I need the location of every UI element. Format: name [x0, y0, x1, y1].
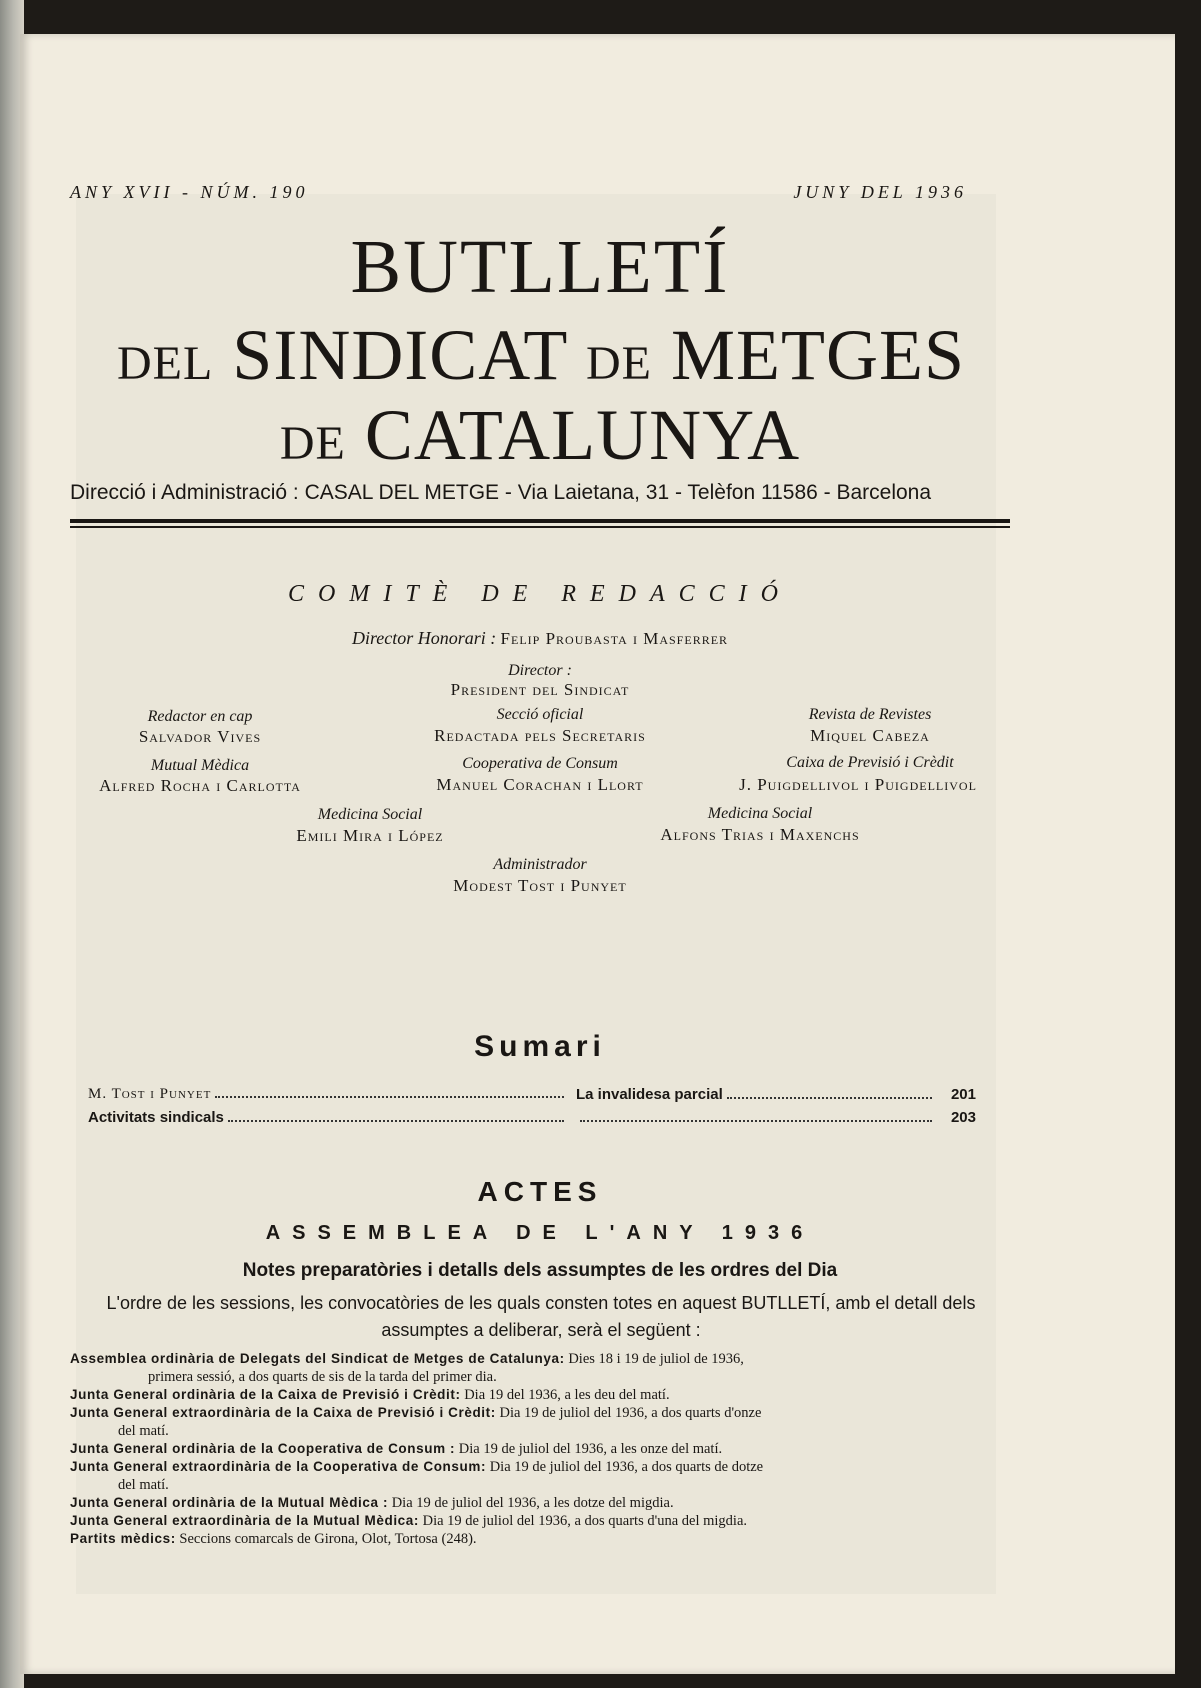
title-word-de-2: DE [279, 417, 346, 470]
sumari-page-number: 203 [950, 1109, 976, 1126]
title-line-1: BUTLLETÍ [350, 225, 730, 309]
medsocial2-label: Medicina Social [707, 805, 813, 822]
title-word-de: DE [586, 337, 652, 390]
medsocial1-name: Emili Mira i López [296, 826, 444, 845]
session-item: Junta General extraordinària de la Caixa de Previsió i Crèdit: Dia 19 de juliol del 1936, a dos quarts d'onze [70, 1405, 762, 1421]
sumari-entry-label: M. Tost i Punyet [88, 1086, 212, 1102]
title-word-metges: METGES [671, 315, 965, 395]
session-item: Junta General extraordinària de la Mutual Mèdica: Dia 19 de juliol del 1936, a dos quarts d'una del migdia. [70, 1513, 747, 1529]
director-honorari-label: Director Honorari : [351, 628, 497, 648]
sumari-entry-label: La invalidesa parcial [576, 1086, 723, 1103]
director-name: President del Sindicat [450, 680, 630, 699]
comite-heading: COMITÈ DE REDACCIÓ [288, 581, 792, 607]
address-line: Direcció i Administració : CASAL DEL METGE - Via Laietana, 31 - Telèfon 11586 - Barcelona [70, 481, 932, 504]
leader-dots [228, 1120, 564, 1122]
director-label: Director : [508, 662, 572, 679]
title-word-del: DEL [116, 337, 214, 390]
sumari-heading: Sumari [474, 1030, 606, 1063]
title-line-3 [20, 394, 1060, 477]
issue-date: JUNY DEL 1936 [793, 182, 967, 202]
session-item: Junta General ordinària de la Caixa de Previsió i Crèdit: Dia 19 del 1936, a les deu del matí. [70, 1387, 670, 1403]
session-item: Junta General ordinària de la Cooperativa de Consum : Dia 19 de juliol del 1936, a les onze del matí. [70, 1441, 723, 1457]
issue-number: ANY XVII - NÚM. 190 [70, 182, 309, 202]
cooperativa-name: Manuel Corachan i Llort [436, 775, 644, 794]
assemblea-heading: ASSEMBLEA DE L'ANY 1936 [265, 1222, 815, 1244]
redactor-label: Redactor en cap [147, 708, 253, 725]
mutual-label: Mutual Mèdica [150, 757, 250, 774]
sumari-entry-right-2 [576, 1109, 976, 1126]
page-sheet [20, 34, 1175, 1674]
session-item-continuation: del matí. [118, 1423, 169, 1439]
header-rule-thin [70, 526, 1010, 528]
title-word-sindicat: SINDICAT [232, 315, 568, 395]
seccio-name: Redactada pels Secretaris [434, 726, 646, 745]
redactor-name: Salvador Vives [138, 727, 262, 746]
caixa-name: J. Puigdellivol i Puigdellivol [739, 775, 977, 794]
sumari-entry-right-1 [576, 1086, 976, 1103]
title-word-catalunya: CATALUNYA [364, 395, 801, 475]
header-rule-thick [70, 519, 1010, 523]
director-honorari [20, 628, 1060, 649]
director-honorari-name: Felip Proubasta i Masferrer [500, 629, 729, 648]
sumari-page-number: 201 [950, 1086, 976, 1103]
session-item: Assemblea ordinària de Delegats del Sindicat de Metges de Catalunya: Dies 18 i 19 de juliol de 1936, [70, 1351, 744, 1367]
actes-heading: ACTES [477, 1176, 603, 1207]
sumari-entry-left-2 [88, 1109, 568, 1126]
cooperativa-label: Cooperativa de Consum [462, 755, 618, 772]
session-list [70, 1350, 1020, 1548]
admin-label: Administrador [493, 856, 587, 873]
medsocial1-label: Medicina Social [317, 806, 423, 823]
sumari-entry-label: Activitats sindicals [88, 1109, 224, 1126]
notes-heading: Notes preparatòries i detalls dels assumptes de les ordres del Dia [242, 1260, 838, 1281]
leader-dots [727, 1097, 932, 1099]
session-item: Partits mèdics: Seccions comarcals de Girona, Olot, Tortosa (248). [70, 1531, 477, 1547]
leader-dots [580, 1120, 932, 1122]
session-item-continuation: del matí. [118, 1477, 169, 1493]
intro-paragraph: L'ordre de les sessions, les convocatòries de les quals consten totes en aquest BUTLLETÍ, amb el detall dels assumptes a deliberar, serà el següent : [106, 1293, 976, 1340]
title-line-2 [66, 314, 1016, 397]
revista-name: Miquel Cabeza [810, 726, 930, 745]
medsocial2-name: Alfons Trias i Maxenchs [660, 825, 860, 844]
sumari-entry-left-1 [88, 1086, 568, 1103]
caixa-label: Caixa de Previsió i Crèdit [786, 754, 954, 771]
session-item: Junta General extraordinària de la Cooperativa de Consum: Dia 19 de juliol del 1936, a dos quarts de dotze [70, 1459, 764, 1475]
session-item: Junta General ordinària de la Mutual Mèdica : Dia 19 de juliol del 1936, a les dotze del migdia. [70, 1495, 674, 1511]
admin-name: Modest Tost i Punyet [453, 876, 627, 895]
revista-label: Revista de Revistes [808, 706, 932, 723]
seccio-label: Secció oficial [496, 706, 584, 723]
mutual-name: Alfred Rocha i Carlotta [99, 776, 301, 795]
session-item-continuation: primera sessió, a dos quarts de sis de la tarda del primer dia. [148, 1369, 497, 1385]
leader-dots [215, 1096, 564, 1098]
